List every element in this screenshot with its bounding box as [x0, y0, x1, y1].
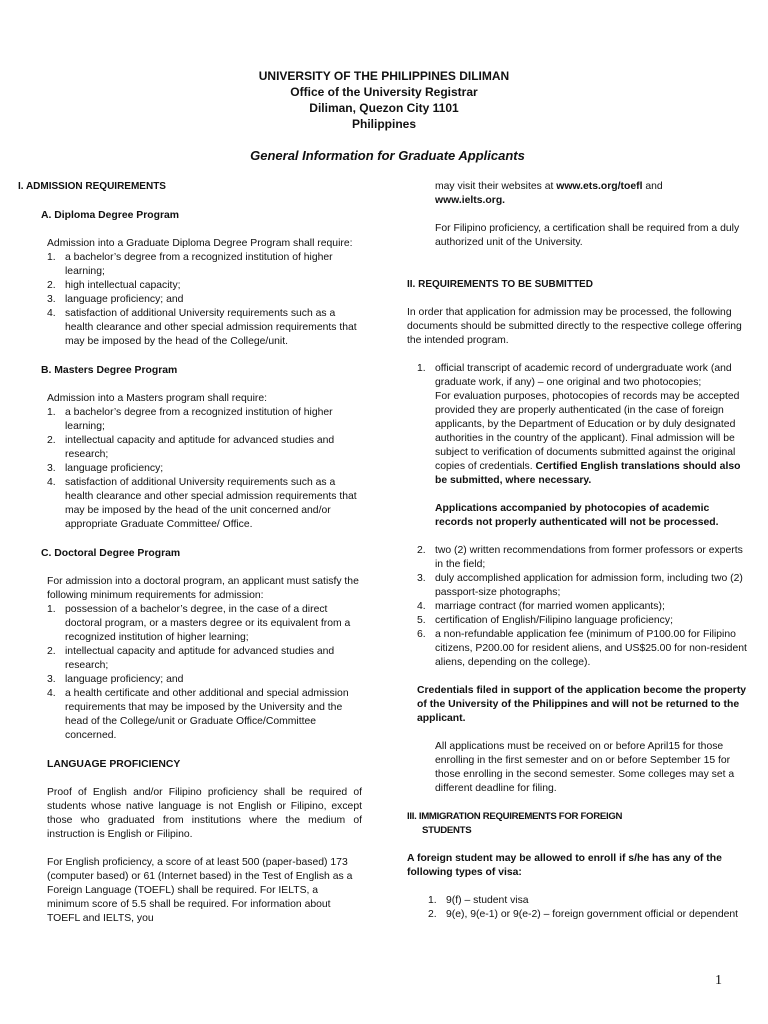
list-item: 4. a health certificate and other additional and special admission requirements that may be imposed by the University and the head of the College/unit or Graduate Office/Committee concerned. [47, 688, 349, 741]
list-item: 4. satisfaction of additional University requirements such as a health clearance and other special admission requirements that may be imposed by the head of the College/unit. [47, 308, 357, 347]
list-item: 2. intellectual capacity and aptitude for advanced studies and research; [47, 646, 335, 671]
left-column [18, 180, 362, 926]
section-heading-admission: I. ADMISSION REQUIREMENTS [18, 181, 166, 192]
doctoral-requirements-list [47, 603, 362, 743]
ielts-link[interactable]: www.ielts.org. [435, 195, 506, 206]
university-name: UNIVERSITY OF THE PHILIPPINES DILIMAN [258, 69, 510, 83]
continued-paragraph: may visit their websites at www.ets.org/toefl and www.ielts.org. [435, 181, 663, 206]
list-item: 2. two (2) written recommendations from former professors or experts in the field; [417, 545, 743, 570]
page-number: 1 [715, 973, 722, 988]
address-line: Diliman, Quezon City 1101 [309, 101, 459, 115]
list-item: 3. duly accomplished application for admission form, including two (2) passport-size photographs; [417, 573, 743, 598]
list-item: 4. satisfaction of additional University requirements such as a health clearance and other special admission requirements that may be imposed by the head of the unit concerned and/or appropriate Graduate Committee/ Office. [47, 477, 357, 530]
list-item: 1. official transcript of academic record of undergraduate work (and graduate work, if any) – one original and two photocopies; For evaluation purposes, photocopies of records may be accepted provided they are properly authenticated (in the case of foreign applicants, by the Department of Education or by duly designated authorities in the country of the applicant). Final admission will be subject to verification of documents submitted against the original copies of credentials. Certified English translations should also be submitted, where necessary. Applications accompanied by photocopies of academic records not properly authenticated will not be processed. [417, 362, 749, 530]
list-item: 1. possession of a bachelor’s degree, in the case of a direct doctoral program, or a masters degree or its equivalent from a recognized institution of higher learning; [47, 604, 351, 643]
subsection-heading-masters: B. Masters Degree Program [41, 365, 178, 376]
subsection-heading-diploma: A. Diploma Degree Program [41, 210, 180, 221]
right-column [407, 180, 749, 922]
list-item: 3. language proficiency; and [47, 294, 184, 305]
section-heading-immigration: III. IMMIGRATION REQUIREMENTS FOR FOREIGN STUDENTS [407, 811, 623, 836]
list-item: 5. certification of English/Filipino language proficiency; [417, 615, 673, 626]
list-item: 3. language proficiency; and [47, 674, 184, 685]
deadline-paragraph: All applications must be received on or before April15 for those enrolling in the first semester and on or before September 15 for those enrolling in the second semester. Some colleges may set a different deadline for filing. [435, 741, 735, 794]
list-item: 1. 9(f) – student visa [428, 895, 529, 906]
list-item: 3. language proficiency; [47, 463, 164, 474]
list-item: 1. a bachelor’s degree from a recognized institution of higher learning; [47, 252, 333, 277]
masters-intro: Admission into a Masters program shall require: [47, 393, 268, 404]
office-name: Office of the University Registrar [290, 85, 478, 99]
subsection-heading-doctoral: C. Doctoral Degree Program [41, 548, 181, 559]
doctoral-intro: For admission into a doctoral program, an applicant must satisfy the following minimum requirements for admission: [47, 576, 359, 601]
requirements-intro: In order that application for admission may be processed, the following documents should be submitted directly to the respective college offering the intended program. [407, 307, 742, 346]
english-proficiency-paragraph: For English proficiency, a score of at least 500 (paper-based) 173 (computer based) or 61 (Internet based) in the Test of English as a Foreign Language (TOEFL) shall be required. For IELTS, a minimum score of 5.5 shall be required. For information about TOEFL and IELTS, you [47, 857, 353, 924]
visa-list [428, 894, 749, 922]
photocopy-warning: Applications accompanied by photocopies of academic records not properly authenticated will not be processed. [435, 503, 719, 528]
list-item: 6. a non-refundable application fee (minimum of P100.00 for Filipino citizens, P200.00 for resident aliens, and US$25.00 for non-resident aliens, depending on the college). [417, 629, 747, 668]
requirements-list [417, 362, 749, 670]
list-item: 2. intellectual capacity and aptitude for advanced studies and research; [47, 435, 335, 460]
country-line: Philippines [351, 117, 416, 131]
diploma-intro: Admission into a Graduate Diploma Degree Program shall require: [47, 238, 353, 249]
section-heading-requirements: II. REQUIREMENTS TO BE SUBMITTED [407, 279, 593, 290]
list-item: 4. marriage contract (for married women applicants); [417, 601, 665, 612]
immigration-intro: A foreign student may be allowed to enroll if s/he has any of the following types of visa: [407, 853, 722, 878]
list-item: 2. high intellectual capacity; [47, 280, 181, 291]
language-proficiency-paragraph: Proof of English and/or Filipino proficiency shall be required of students whose native language is not English or Filipino, except those who graduated from institutions where the medium of instruction is English or Filipino. [47, 787, 362, 840]
list-item: 1. a bachelor’s degree from a recognized institution of higher learning; [47, 407, 333, 432]
language-proficiency-heading: LANGUAGE PROFICIENCY [47, 759, 181, 770]
toefl-link[interactable]: www.ets.org/toefl [556, 181, 643, 192]
masters-requirements-list [47, 406, 362, 532]
filipino-proficiency-paragraph: For Filipino proficiency, a certification shall be required from a duly authorized unit of the University. [435, 223, 740, 248]
list-item: 2. 9(e), 9(e-1) or 9(e-2) – foreign government official or dependent [428, 909, 739, 920]
credentials-notice: Credentials filed in support of the application become the property of the University of the Philippines and will not be returned to the applicant. [417, 685, 747, 724]
document-title: General Information for Graduate Applicants [250, 148, 525, 163]
diploma-requirements-list [47, 251, 362, 349]
letterhead [0, 68, 768, 132]
